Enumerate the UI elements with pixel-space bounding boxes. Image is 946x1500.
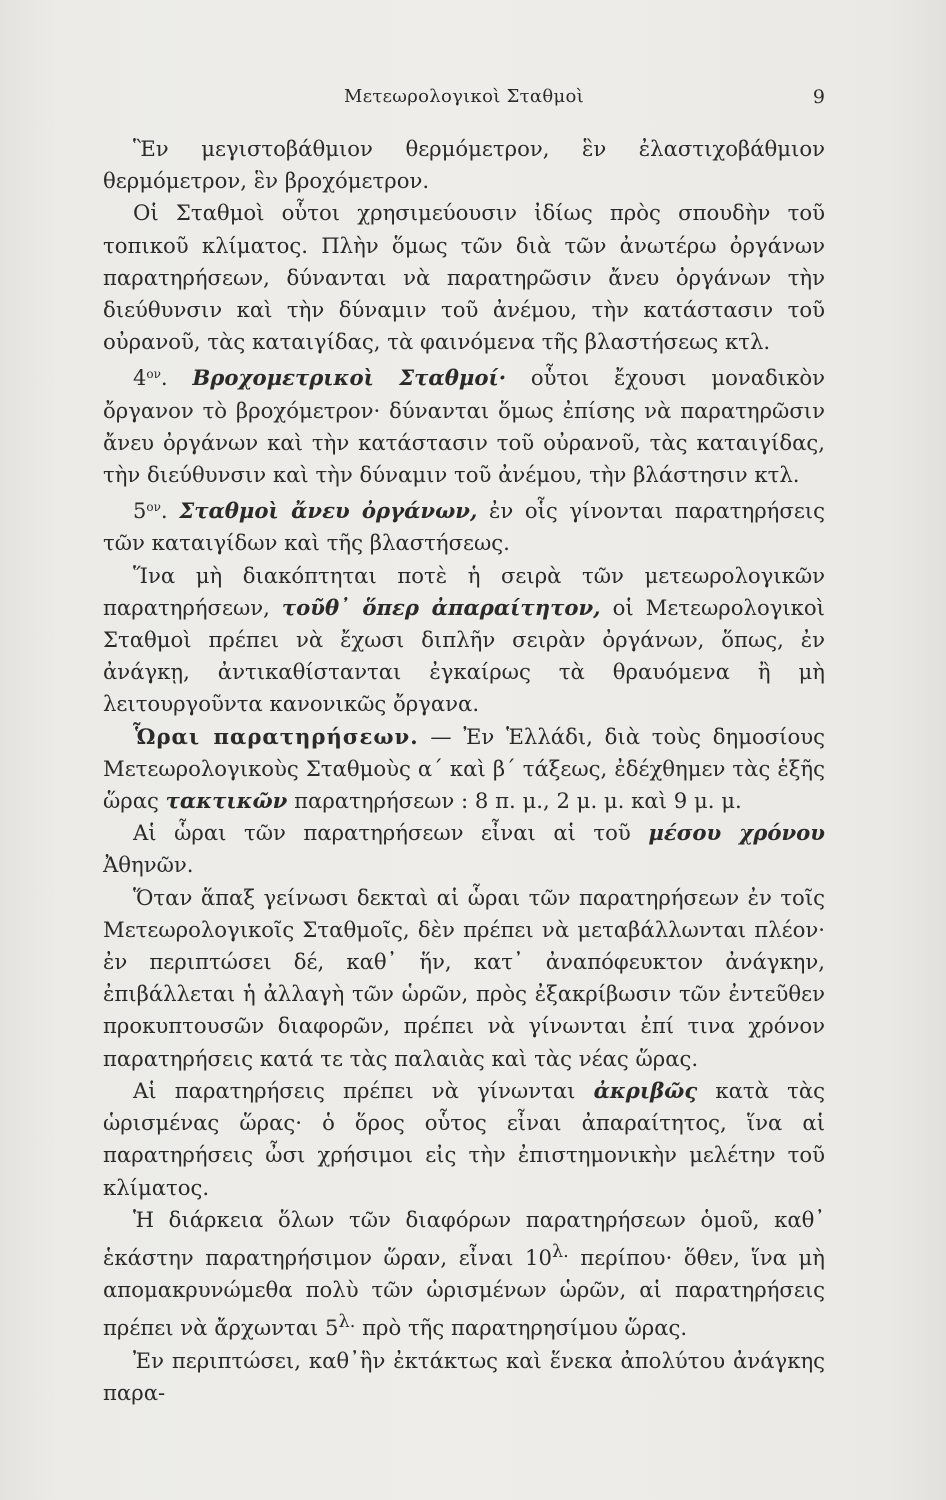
ordinal-5 [133, 499, 161, 523]
paragraph-4-text: ἐν οἷς γίνονται παρατηρήσεις τῶν καταιγίδων καὶ τῆς βλαστήσεως. [103, 498, 825, 556]
paragraph-7-text-b: Ἀθηνῶν. [103, 852, 194, 878]
paragraph-5 [103, 560, 825, 721]
paragraph-5-text-b: οἱ Μετεωρολογικοὶ Σταθμοὶ πρέπει νὰ ἔχωσι διπλῆν σειρὰν ὀργάνων, ὅπως, ἐν ἀνάγκῃ, ἀντικαθίστανται ἐγκαίρως τὰ θραυόμενα ἢ μὴ λειτουργοῦντα κανονικῶς ὄργανα. [103, 594, 825, 717]
paragraph-7 [103, 817, 825, 881]
regular-term: τακτικῶν [165, 788, 288, 814]
indispensable-term: τοῦθ᾽ ὅπερ ἀπαραίτητον, [281, 594, 601, 620]
paragraph-6-text-a: — Ἐν Ἑλλάδι, διὰ τοὺς δημοσίους Μετεωρολογικοὺς Σταθμοὺς α΄ καὶ β΄ τάξεως, ἐδέχθημεν τὰς ἑξῆς ὥρας [103, 723, 825, 814]
paragraph-3 [103, 358, 825, 491]
body-text [103, 133, 825, 1409]
ordinal-4-suffix: ον [146, 367, 161, 382]
ordinal-5-dot: . [160, 498, 180, 524]
section-heading-observation-hours: Ὧραι παρατηρήσεων. [133, 723, 419, 749]
minutes-abbrev-1: λ. [551, 1241, 569, 1262]
minutes-abbrev-2: λ. [338, 1312, 356, 1333]
rain-gauge-stations-term: Βροχομετρικοὶ Σταθμοί· [192, 365, 507, 391]
mean-time-term: μέσου χρόνου [648, 820, 825, 846]
ordinal-5-suffix: ον [146, 500, 161, 515]
paragraph-9 [103, 1075, 825, 1204]
ordinal-4 [133, 366, 161, 390]
page-header [103, 86, 825, 116]
paragraph-5-text-a: Ἵνα μὴ διακόπτηται ποτὲ ἡ σειρὰ τῶν μετεωρολογικῶν παρατηρήσεων, [103, 562, 825, 620]
paragraph-6-text-b: παρατηρήσεων : 8 π. μ., 2 μ. μ. καὶ 9 μ. μ. [287, 788, 742, 814]
running-title: Μετεωρολογικοὶ Σταθμοὶ [344, 86, 584, 107]
page-number: 9 [812, 86, 825, 108]
paragraph-1: Ἓν μεγιστοβάθμιον θερμόμετρον, ἓν ἐλαστιχοβάθμιον θερμόμετρον, ἓν βροχόμετρον. [103, 136, 825, 194]
ordinal-5-number: 5 [133, 499, 147, 524]
paragraph-6 [103, 721, 825, 818]
paragraph-2: Οἱ Σταθμοὶ οὗτοι χρησιμεύουσιν ἰδίως πρὸς σπουδὴν τοῦ τοπικοῦ κλίματος. Πλὴν ὅμως τῶν διὰ τῶν ἀνωτέρω ὀργάνων παρατηρήσεων, δύνανται νὰ παρατηρῶσιν ἄνευ ὀργάνων τὴν διεύθυνσιν καὶ τὴν δύναμιν τοῦ ἀνέμου, τὴν κατάστασιν τοῦ οὐρανοῦ, τὰς καταιγίδας, τὰ φαινόμενα τῆς βλαστήσεως κτλ. [103, 200, 825, 355]
paragraph-9-text-a: Αἱ παρατηρήσεις πρέπει νὰ γίνωνται [133, 1077, 594, 1103]
exactly-term: ἀκριβῶς [593, 1077, 698, 1103]
paragraph-10-text-b: περίπου· ὅθεν, ἵνα μὴ απομακρυνώμεθα πολὺ τῶν ὡρισμένων ὡρῶν, αἱ παρατηρήσεις πρέπει νὰ ἄρχωνται 5 [103, 1244, 825, 1341]
paragraph-9-text-b: κατὰ τὰς ὡρισμένας ὥρας· ὁ ὅρος οὗτος εἶναι ἀπαραίτητος, ἵνα αἱ παρατηρήσεις ὦσι χρήσιμοι εἰς τὴν ἐπιστημονικὴν μελέτην τοῦ κλίματος. [103, 1077, 825, 1200]
paragraph-11: Ἐν περιπτώσει, καθ᾽ἣν ἐκτάκτως καὶ ἕνεκα ἀπολύτου ἀνάγκης παρα- [103, 1347, 825, 1405]
paragraph-8: Ὅταν ἅπαξ γείνωσι δεκταὶ αἱ ὧραι τῶν παρατηρήσεων ἐν τοῖς Μετεωρολογικοῖς Σταθμοῖς, δὲν πρέπει νὰ μεταβάλλωνται πλέον· ἐν περιπτώσει δέ, καθ᾽ ἥν, κατ᾽ ἀναπόφευκτον ἀνάγκην, ἐπιβάλλεται ἡ ἀλλαγὴ τῶν ὡρῶν, πρὸς ἐξακρίβωσιν τῶν ἐντεῦθεν προκυπτουσῶν διαφορῶν, πρέπει νὰ γίνωνται ἐπί τινα χρόνον παρατηρήσεις κατά τε τὰς παλαιὰς καὶ τὰς νέας ὥρας. [103, 884, 825, 1071]
ordinal-4-number: 4 [133, 366, 147, 391]
paragraph-4 [103, 491, 825, 559]
paragraph-10-text-c: πρὸ τῆς παρατηρησίμου ὥρας. [355, 1315, 688, 1341]
stations-without-instruments-term: Σταθμοὶ ἄνευ ὀργάνων, [179, 498, 478, 524]
paragraph-3-text: οὗτοι ἔχουσι μοναδικὸν ὄργανον τὸ βροχόμετρον· δύνανται ὅμως ἐπίσης νὰ παρατηρῶσιν ἄνευ ὀργάνων καὶ τὴν κατάστασιν τοῦ οὐρανοῦ, τὰς καταιγίδας, τὴν διεύθυνσιν καὶ τὴν δύναμιν τοῦ ἀνέμου, τὴν βλάστησιν κτλ. [103, 365, 825, 488]
ordinal-4-dot: . [160, 365, 193, 391]
paragraph-10 [103, 1204, 825, 1345]
paragraph-10-text-a: Ἡ διάρκεια ὅλων τῶν διαφόρων παρατηρήσεων ὁμοῦ, καθ᾽ ἑκάστην παρατηρήσιμον ὥραν, εἶναι 10 [103, 1206, 825, 1270]
paragraph-7-text-a: Αἱ ὧραι τῶν παρατηρήσεων εἶναι αἱ τοῦ [133, 820, 649, 846]
